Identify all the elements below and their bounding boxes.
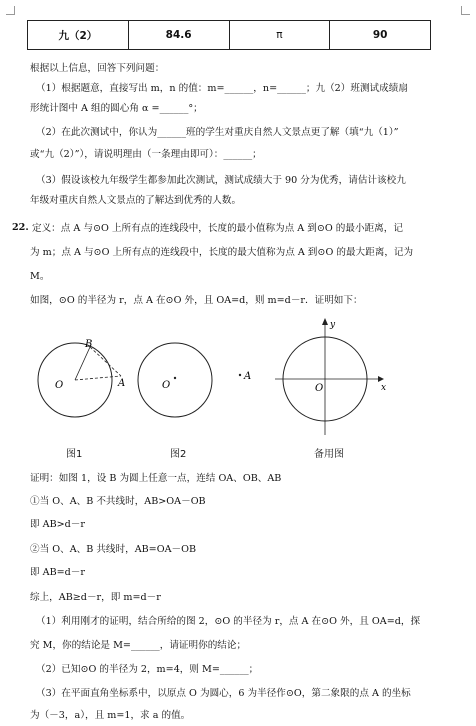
- segment-oa: [75, 376, 121, 380]
- y-axis-arrow: [322, 318, 328, 325]
- point-a: [239, 374, 241, 376]
- circle-o: [138, 343, 212, 417]
- label-x: x: [381, 383, 387, 393]
- label-o: O: [315, 383, 324, 394]
- q22-definition-line3: M。: [30, 271, 50, 282]
- segment-ab: [90, 347, 121, 376]
- label-b: B: [85, 339, 93, 350]
- figure-1: [25, 335, 135, 435]
- sub3-line2: 为（－3，a），且 m=1，求 a 的值。: [30, 710, 191, 721]
- center-dot: [174, 377, 176, 379]
- class-cell: 九（2）: [28, 21, 129, 50]
- label-a: A: [244, 371, 252, 382]
- label-o: O: [55, 380, 64, 391]
- q22-setup: 如图，⊙O 的半径为 r，点 A 在⊙O 外，且 OA=d，则 m=d－r．证明如下：: [30, 295, 363, 306]
- figure-3-caption: 备用图: [314, 449, 344, 460]
- mean-cell: 84.6: [128, 21, 229, 50]
- q21-part1-line2: 形统计图中 A 组的圆心角 α =______°；: [30, 103, 203, 114]
- label-a: A: [118, 378, 126, 389]
- q21-intro: 根据以上信息，回答下列问题：: [30, 63, 165, 74]
- proof-line4: ②当 O、A、B 共线时，AB=OA－OB: [30, 544, 197, 555]
- proof-line5: 即 AB=d－r: [30, 567, 85, 578]
- q21-part2-line1: （2）在此次测试中，你认为______班的学生对重庆自然人文景点更了解（填“九（1）”: [36, 127, 399, 138]
- label-o: O: [162, 380, 171, 391]
- figure-2-caption: 图2: [170, 449, 187, 460]
- proof-line3: 即 AB>d－r: [30, 519, 85, 530]
- corner-mark-top-right: [461, 6, 470, 15]
- label-y: y: [330, 320, 336, 330]
- corner-mark-top-left: [6, 6, 15, 15]
- x-axis-arrow: [378, 376, 384, 382]
- q21-part3-line1: （3）假设该校九年级学生都参加此次测试，测试成绩大于 90 分为优秀，请估计该校九: [36, 175, 406, 186]
- sub1-line1: （1）利用刚才的证明，结合所给的图 2，⊙O 的半径为 r，点 A 在⊙O 外，且 OA=d，探: [36, 616, 421, 627]
- segment-ob: [75, 347, 90, 380]
- q22-definition-line1: 定义：点 A 与⊙O 上所有点的连线段中，长度的最小值称为点 A 到⊙O 的最小距离，记: [32, 223, 403, 234]
- mode-cell: 90: [330, 21, 431, 50]
- q21-part2-line2: 或“九（2）”），请说明理由（一条理由即可）：______；: [30, 149, 262, 160]
- figure-1-caption: 图1: [66, 449, 83, 460]
- sub1-line2: 究 M，你的结论是 M=______，请证明你的结论；: [30, 640, 247, 651]
- proof-line6: 综上，AB≥d－r，即 m=d－r: [30, 592, 161, 603]
- sub2-line: （2）已知⊙O 的半径为 2，m=4，则 M=______；: [36, 664, 259, 675]
- proof-line1: 证明：如图 1，设 B 为圆上任意一点，连结 OA、OB、AB: [30, 473, 282, 484]
- score-table-row: [27, 20, 431, 50]
- proof-line2: ①当 O、A、B 不共线时，AB>OA－OB: [30, 496, 206, 507]
- q21-part3-line2: 年级对重庆自然人文景点的了解达到优秀的人数。: [30, 195, 242, 206]
- figure-3: [230, 317, 420, 442]
- median-cell: π: [229, 21, 330, 50]
- sub3-line1: （3）在平面直角坐标系中，以原点 O 为圆心，6 为半径作⊙O，第二象限的点 A 的坐标: [36, 688, 411, 699]
- table-row: [28, 21, 431, 50]
- figure-2: [132, 335, 222, 435]
- q22-definition-line2: 为 m；点 A 与⊙O 上所有点的连线段中，长度的最大值称为点 A 到⊙O 的最大距离，记为: [30, 247, 414, 258]
- q21-part1-line1: （1）根据题意，直接写出 m，n 的值：m=______，n=______；九（2）班测试成绩扇: [36, 83, 408, 94]
- q22-number: 22.: [12, 222, 29, 233]
